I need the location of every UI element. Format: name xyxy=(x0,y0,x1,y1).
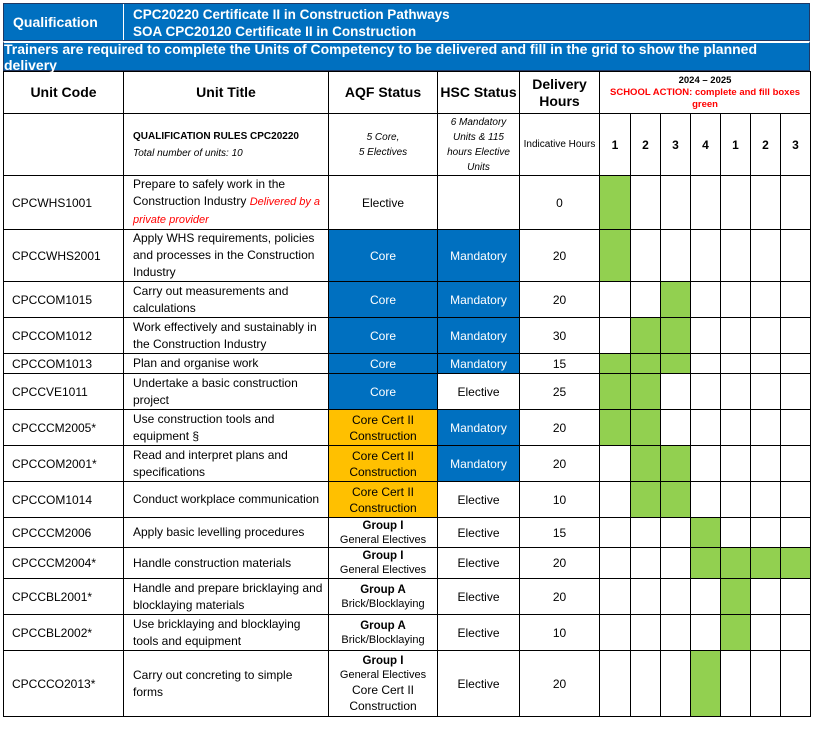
unit-note: Delivered by a private provider xyxy=(133,196,321,226)
table-row xyxy=(4,410,811,446)
term-cell-filled[interactable] xyxy=(631,318,661,354)
table-row xyxy=(4,230,811,282)
hsc-status: Mandatory xyxy=(438,410,520,446)
delivery-hours: 10 xyxy=(520,615,600,651)
unit-title: Apply WHS requirements, policies and processes in the Construction Industry xyxy=(133,231,315,279)
term-cell[interactable] xyxy=(691,318,721,354)
col-delivery-hours: Delivery Hours xyxy=(520,72,600,114)
aqf-status xyxy=(329,518,438,548)
term-cell[interactable] xyxy=(600,282,631,318)
aqf-status: Core xyxy=(329,354,438,374)
unit-code: CPCCOM1014 xyxy=(4,482,124,518)
aqf-status: Core Cert II Construction xyxy=(329,446,438,482)
aqf-status: Core xyxy=(329,318,438,354)
table-row xyxy=(4,282,811,318)
unit-rows xyxy=(4,176,811,717)
unit-title: Work effectively and sustainably in the Construction Industry xyxy=(133,319,317,351)
term-cell[interactable] xyxy=(691,354,721,374)
term-cell[interactable] xyxy=(631,230,661,282)
aqf-group: Group I xyxy=(362,654,404,667)
aqf-extra: Core Cert II Construction xyxy=(349,682,417,713)
hsc-status: Elective xyxy=(438,482,520,518)
term-cell[interactable] xyxy=(661,410,691,446)
unit-title-cell xyxy=(124,651,329,717)
table-row xyxy=(4,579,811,615)
term-cell-filled[interactable] xyxy=(661,354,691,374)
aqf-group: Group I xyxy=(362,519,404,532)
rules-hours: Indicative Hours xyxy=(520,114,600,176)
delivery-hours: 20 xyxy=(520,282,600,318)
term-cell[interactable] xyxy=(751,318,781,354)
hsc-status: Mandatory xyxy=(438,230,520,282)
delivery-hours: 10 xyxy=(520,482,600,518)
term-cell-filled[interactable] xyxy=(691,651,721,717)
term-cell[interactable] xyxy=(691,482,721,518)
term-cell[interactable] xyxy=(631,615,661,651)
aqf-status: Core Cert II Construction xyxy=(329,410,438,446)
term-cell[interactable] xyxy=(721,446,751,482)
rules-aqf xyxy=(329,114,438,176)
delivery-hours: 20 xyxy=(520,410,600,446)
term-cell[interactable] xyxy=(781,176,811,230)
term-cell-filled[interactable] xyxy=(600,410,631,446)
hsc-status: Mandatory xyxy=(438,446,520,482)
aqf-status: Core Cert II Construction xyxy=(329,482,438,518)
term-cell[interactable] xyxy=(781,374,811,410)
term-header: 3 xyxy=(661,114,691,176)
term-cell[interactable] xyxy=(781,410,811,446)
term-cell[interactable] xyxy=(600,482,631,518)
rules-title: QUALIFICATION RULES CPC20220 xyxy=(133,130,299,142)
unit-title-cell xyxy=(124,482,329,518)
unit-code: CPCCOM1012 xyxy=(4,318,124,354)
unit-title: Read and interpret plans and specifications xyxy=(133,447,288,479)
unit-title: Undertake a basic construction project xyxy=(133,375,298,407)
term-cell[interactable] xyxy=(751,374,781,410)
term-cell[interactable] xyxy=(691,410,721,446)
term-cell[interactable] xyxy=(721,318,751,354)
delivery-hours: 20 xyxy=(520,651,600,717)
term-cell-filled[interactable] xyxy=(691,548,721,579)
aqf-status xyxy=(329,615,438,651)
term-cell[interactable] xyxy=(661,374,691,410)
table-row xyxy=(4,518,811,548)
term-cell[interactable] xyxy=(600,615,631,651)
year-range: 2024 – 2025 xyxy=(678,74,732,86)
term-cell[interactable] xyxy=(661,579,691,615)
col-aqf-status: AQF Status xyxy=(329,72,438,114)
term-header: 2 xyxy=(751,114,781,176)
rules-row xyxy=(4,114,811,176)
term-cell[interactable] xyxy=(631,579,661,615)
term-cell[interactable] xyxy=(721,230,751,282)
term-cell-filled[interactable] xyxy=(600,230,631,282)
term-header: 1 xyxy=(721,114,751,176)
unit-title: Use bricklaying and blocklaying tools and equipment xyxy=(133,616,301,648)
unit-title-cell xyxy=(124,318,329,354)
term-cell-filled[interactable] xyxy=(781,548,811,579)
hsc-status xyxy=(438,176,520,230)
hsc-status: Elective xyxy=(438,548,520,579)
unit-code: CPCCVE1011 xyxy=(4,374,124,410)
unit-code: CPCCOM1013 xyxy=(4,354,124,374)
term-cell[interactable] xyxy=(781,446,811,482)
hsc-status: Mandatory xyxy=(438,282,520,318)
term-cell[interactable] xyxy=(691,230,721,282)
unit-code: CPCCOM2001* xyxy=(4,446,124,482)
term-cell[interactable] xyxy=(751,176,781,230)
unit-code: CPCCCO2013* xyxy=(4,651,124,717)
table-row xyxy=(4,318,811,354)
table-row xyxy=(4,446,811,482)
term-header: 4 xyxy=(691,114,721,176)
hsc-status: Mandatory xyxy=(438,318,520,354)
term-cell[interactable] xyxy=(781,354,811,374)
term-cell[interactable] xyxy=(661,548,691,579)
delivery-hours: 20 xyxy=(520,230,600,282)
term-header: 2 xyxy=(631,114,661,176)
school-action: SCHOOL ACTION: complete and fill boxes green xyxy=(610,86,801,110)
term-cell[interactable] xyxy=(781,518,811,548)
hsc-status: Elective xyxy=(438,579,520,615)
aqf-group: Group A xyxy=(360,619,406,632)
term-cell[interactable] xyxy=(661,651,691,717)
aqf-status: Core xyxy=(329,230,438,282)
term-cell[interactable] xyxy=(661,615,691,651)
delivery-hours: 15 xyxy=(520,518,600,548)
term-cell[interactable] xyxy=(781,282,811,318)
table-row xyxy=(4,615,811,651)
term-cell[interactable] xyxy=(751,446,781,482)
qualification-names xyxy=(124,4,809,40)
unit-title-cell xyxy=(124,354,329,374)
rules-aqf-electives: 5 Electives xyxy=(358,146,408,158)
delivery-hours: 20 xyxy=(520,579,600,615)
delivery-hours: 15 xyxy=(520,354,600,374)
unit-code: CPCCWHS2001 xyxy=(4,230,124,282)
term-header: 3 xyxy=(781,114,811,176)
unit-title-cell xyxy=(124,518,329,548)
term-cell[interactable] xyxy=(691,615,721,651)
term-cell-filled[interactable] xyxy=(661,282,691,318)
term-cell[interactable] xyxy=(721,482,751,518)
col-unit-title: Unit Title xyxy=(124,72,329,114)
term-cell[interactable] xyxy=(721,518,751,548)
term-cell[interactable] xyxy=(751,230,781,282)
term-cell[interactable] xyxy=(631,176,661,230)
term-cell-filled[interactable] xyxy=(600,374,631,410)
table-row xyxy=(4,354,811,374)
rules-hsc: 6 Mandatory Units & 115 hours Elective Units xyxy=(438,114,520,176)
aqf-group: Group A xyxy=(360,583,406,596)
aqf-group: Group I xyxy=(362,550,404,562)
term-cell[interactable] xyxy=(631,518,661,548)
aqf-status xyxy=(329,579,438,615)
term-cell[interactable] xyxy=(751,615,781,651)
aqf-group-desc: Brick/Blocklaying xyxy=(341,633,425,646)
delivery-hours: 30 xyxy=(520,318,600,354)
term-cell[interactable] xyxy=(600,548,631,579)
term-cell-filled[interactable] xyxy=(631,410,661,446)
unit-title: Use construction tools and equipment § xyxy=(133,411,275,443)
term-cell[interactable] xyxy=(600,651,631,717)
term-cell[interactable] xyxy=(600,446,631,482)
hsc-status: Elective xyxy=(438,651,520,717)
unit-title: Carry out concreting to simple forms xyxy=(133,667,293,699)
unit-title: Handle construction materials xyxy=(133,555,292,570)
unit-title: Handle and prepare bricklaying and blocklaying materials xyxy=(133,580,323,612)
aqf-status: Core xyxy=(329,282,438,318)
term-cell[interactable] xyxy=(600,518,631,548)
unit-title-cell xyxy=(124,230,329,282)
unit-title-cell xyxy=(124,548,329,579)
term-cell[interactable] xyxy=(721,374,751,410)
unit-code: CPCCBL2001* xyxy=(4,579,124,615)
unit-code: CPCCCM2006 xyxy=(4,518,124,548)
aqf-status: Elective xyxy=(329,176,438,230)
term-cell-filled[interactable] xyxy=(751,548,781,579)
term-cell[interactable] xyxy=(751,482,781,518)
unit-title: Carry out measurements and calculations xyxy=(133,283,289,315)
term-cell[interactable] xyxy=(661,230,691,282)
hsc-status: Elective xyxy=(438,615,520,651)
term-cell[interactable] xyxy=(691,446,721,482)
hsc-status: Elective xyxy=(438,374,520,410)
aqf-group-desc: Brick/Blocklaying xyxy=(341,597,425,610)
unit-title: Prepare to safely work in the Construction Industry xyxy=(133,177,286,208)
delivery-hours: 20 xyxy=(520,548,600,579)
term-cell[interactable] xyxy=(691,282,721,318)
aqf-status: Core xyxy=(329,374,438,410)
qualification-header xyxy=(3,3,810,41)
term-cell[interactable] xyxy=(691,374,721,410)
unit-code: CPCWHS1001 xyxy=(4,176,124,230)
term-cell[interactable] xyxy=(721,176,751,230)
qualification-line-1: CPC20220 Certificate II in Construction Pathways xyxy=(133,7,450,22)
unit-title-cell xyxy=(124,579,329,615)
unit-code: CPCCBL2002* xyxy=(4,615,124,651)
col-year-plan xyxy=(600,72,811,114)
qualification-rules xyxy=(124,114,329,176)
term-cell-filled[interactable] xyxy=(600,354,631,374)
term-cell[interactable] xyxy=(751,282,781,318)
aqf-group-desc: General Electives xyxy=(339,668,427,681)
term-cell-filled[interactable] xyxy=(721,548,751,579)
rules-total: Total number of units: 10 xyxy=(133,147,243,159)
qualification-line-2: SOA CPC20120 Certificate II in Construction xyxy=(133,24,417,39)
table-row xyxy=(4,651,811,717)
term-cell[interactable] xyxy=(781,651,811,717)
aqf-group-desc: General Electives xyxy=(339,564,427,576)
unit-title-cell xyxy=(124,410,329,446)
term-cell-filled[interactable] xyxy=(661,446,691,482)
unit-code: CPCCCM2004* xyxy=(4,548,124,579)
aqf-status xyxy=(329,548,438,579)
term-cell-filled[interactable] xyxy=(631,354,661,374)
unit-title-cell xyxy=(124,446,329,482)
table-row xyxy=(4,548,811,579)
term-header: 1 xyxy=(600,114,631,176)
unit-title: Plan and organise work xyxy=(133,356,259,370)
term-cell[interactable] xyxy=(751,354,781,374)
term-cell[interactable] xyxy=(781,579,811,615)
term-cell-filled[interactable] xyxy=(631,446,661,482)
aqf-status xyxy=(329,651,438,717)
term-cell[interactable] xyxy=(751,651,781,717)
unit-title-cell xyxy=(124,282,329,318)
term-cell-filled[interactable] xyxy=(721,615,751,651)
instruction-banner: Trainers are required to complete the Units of Competency to be delivered and fill in the grid to show the planned delivery xyxy=(3,41,810,71)
term-cell-filled[interactable] xyxy=(721,579,751,615)
unit-code: CPCCOM1015 xyxy=(4,282,124,318)
col-unit-code: Unit Code xyxy=(4,72,124,114)
term-cell[interactable] xyxy=(781,318,811,354)
term-cell[interactable] xyxy=(631,282,661,318)
table-row xyxy=(4,482,811,518)
aqf-group-desc: General Electives xyxy=(339,533,427,546)
delivery-hours: 25 xyxy=(520,374,600,410)
qualification-label: Qualification xyxy=(4,4,124,40)
term-cell[interactable] xyxy=(631,548,661,579)
term-cell[interactable] xyxy=(661,176,691,230)
delivery-hours: 0 xyxy=(520,176,600,230)
unit-title-cell xyxy=(124,374,329,410)
term-cell[interactable] xyxy=(600,318,631,354)
hsc-status: Elective xyxy=(438,518,520,548)
units-table xyxy=(3,71,811,717)
term-cell-filled[interactable] xyxy=(661,318,691,354)
term-cell[interactable] xyxy=(751,410,781,446)
term-cell-filled[interactable] xyxy=(600,176,631,230)
term-cell[interactable] xyxy=(721,410,751,446)
unit-title-cell xyxy=(124,615,329,651)
unit-title: Conduct workplace communication xyxy=(133,492,320,506)
term-cell[interactable] xyxy=(721,354,751,374)
term-cell[interactable] xyxy=(751,579,781,615)
term-cell-filled[interactable] xyxy=(631,374,661,410)
term-cell[interactable] xyxy=(691,176,721,230)
unit-title: Apply basic levelling procedures xyxy=(133,525,305,539)
delivery-hours: 20 xyxy=(520,446,600,482)
delivery-plan xyxy=(3,3,810,717)
term-cell[interactable] xyxy=(751,518,781,548)
unit-code: CPCCCM2005* xyxy=(4,410,124,446)
term-cell[interactable] xyxy=(781,230,811,282)
rules-aqf-core: 5 Core, xyxy=(366,131,400,143)
term-cell[interactable] xyxy=(781,615,811,651)
col-hsc-status: HSC Status xyxy=(438,72,520,114)
table-row xyxy=(4,374,811,410)
term-cell[interactable] xyxy=(691,579,721,615)
table-row xyxy=(4,176,811,230)
term-cell-filled[interactable] xyxy=(691,518,721,548)
unit-title-cell xyxy=(124,176,329,230)
term-cell[interactable] xyxy=(661,518,691,548)
term-cell[interactable] xyxy=(781,482,811,518)
term-cell-filled[interactable] xyxy=(631,482,661,518)
term-cell[interactable] xyxy=(600,579,631,615)
hsc-status: Mandatory xyxy=(438,354,520,374)
term-cell[interactable] xyxy=(721,651,751,717)
column-header-row xyxy=(4,72,811,114)
term-cell[interactable] xyxy=(631,651,661,717)
term-cell[interactable] xyxy=(721,282,751,318)
term-cell-filled[interactable] xyxy=(661,482,691,518)
